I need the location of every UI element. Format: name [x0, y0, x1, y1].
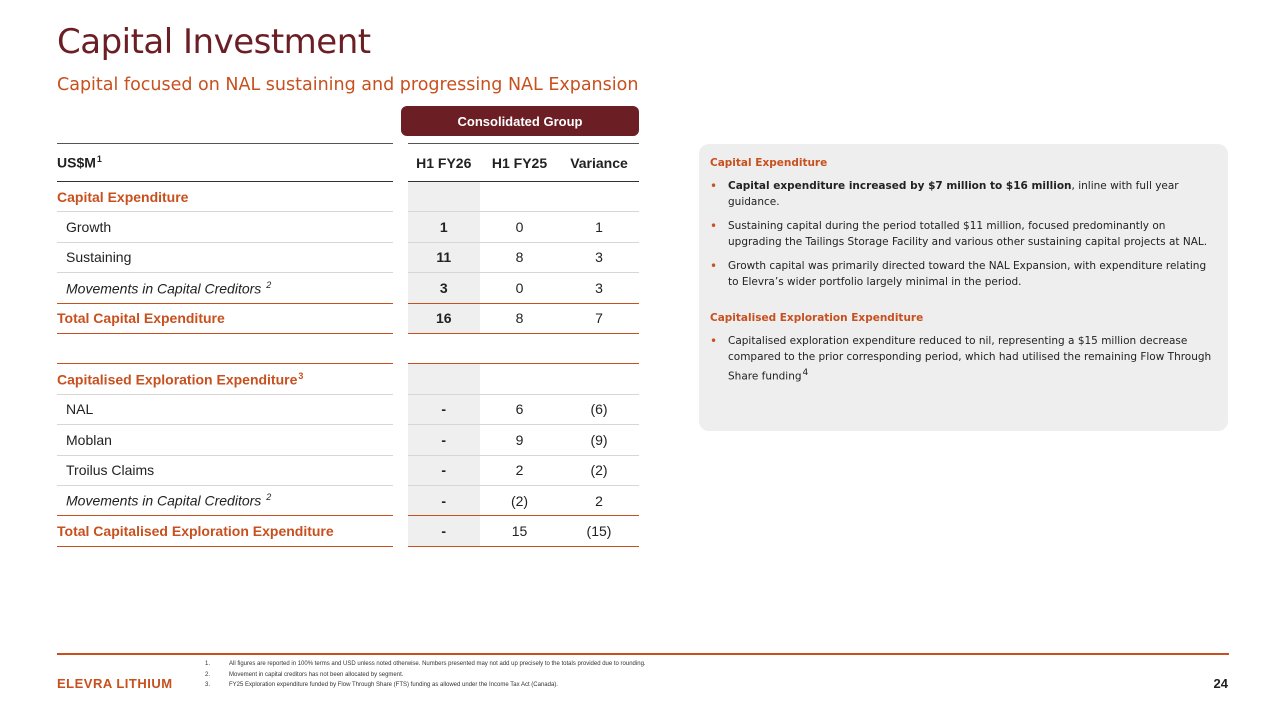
- footnote-item: 2. Movement in capital creditors has not been allocated by segment.: [205, 671, 404, 678]
- cell-h1fy26: 3: [400, 273, 480, 303]
- list-item: • Sustaining capital during the period totalled $11 million, focused predominantly on upgrading the Tailings Storage Facility and various other sustaining capital projects at NAL.: [710, 219, 1208, 248]
- bullet-icon: •: [710, 219, 718, 233]
- row-label: Troilus Claims: [57, 455, 400, 485]
- footnote-ref: 1: [96, 154, 102, 165]
- cell-h1fy25: 0: [480, 273, 559, 303]
- bullet-icon: •: [710, 179, 718, 193]
- cell-h1fy26: -: [400, 516, 480, 546]
- table-row-total-exploration: [57, 516, 639, 546]
- cell-h1fy25: 0: [480, 212, 559, 242]
- cell-variance: [559, 364, 639, 394]
- cell-h1fy25: [480, 364, 559, 394]
- footnote-ref: 2: [266, 279, 272, 290]
- row-label: Moblan: [57, 425, 400, 455]
- cell-h1fy26: 1: [400, 212, 480, 242]
- column-header-variance: Variance: [559, 144, 639, 182]
- row-label: Capital Expenditure: [57, 182, 400, 212]
- cell-h1fy26: [400, 182, 480, 212]
- brand-logo: ELEVRA LITHIUM: [57, 676, 173, 691]
- bullet-icon: •: [710, 334, 718, 348]
- row-label: Capitalised Exploration Expenditure$^3$: [57, 364, 400, 394]
- page-number: 24: [1213, 676, 1228, 691]
- capital-investment-table: [57, 143, 639, 547]
- cell-h1fy26: -: [400, 455, 480, 485]
- table-row-troilus-claims: [57, 455, 639, 485]
- page-title: Capital Investment: [57, 22, 371, 62]
- table-row-spacer: [57, 333, 639, 363]
- row-label: Movements in Capital Creditors $^2$: [57, 273, 400, 303]
- capex-commentary-list: [710, 178, 1217, 290]
- list-item: • Growth capital was primarily directed toward the NAL Expansion, with expenditure relating to Elevra’s wider portfolio largely minimal in the period.: [710, 259, 1207, 288]
- table-row-capex-section: [57, 182, 639, 212]
- capex-commentary-heading: Capital Expenditure: [710, 157, 828, 169]
- footnotes: [205, 659, 646, 691]
- footer-divider: [57, 653, 1229, 655]
- table-row-exploration-creditors: [57, 485, 639, 515]
- row-label: NAL: [57, 394, 400, 424]
- table-row-total-capex: [57, 303, 639, 333]
- list-item: • Capital expenditure increased by $7 million to $16 million, inline with full year guidance.: [710, 179, 1179, 208]
- cell-h1fy26: -: [400, 394, 480, 424]
- footnote-item: 3. FY25 Exploration expenditure funded by Flow Through Share (FTS) funding as allowed under the Income Tax Act (Canada).: [205, 682, 558, 688]
- cell-variance: 7: [559, 303, 639, 333]
- cell-h1fy26: [400, 364, 480, 394]
- cell-variance: 3: [559, 273, 639, 303]
- row-label: Movements in Capital Creditors $^2$: [57, 485, 400, 515]
- table-row-exploration-section: [57, 364, 639, 394]
- cell-h1fy26: -: [400, 425, 480, 455]
- column-header-h1fy26: H1 FY26: [400, 144, 480, 182]
- cell-h1fy25: [480, 333, 559, 363]
- row-label: Growth: [57, 212, 400, 242]
- cell-h1fy26: [400, 333, 480, 363]
- cell-variance: 1: [559, 212, 639, 242]
- cell-h1fy26: 16: [400, 303, 480, 333]
- footnote-ref: 4: [802, 368, 809, 378]
- table-header-row: [57, 144, 639, 182]
- cell-h1fy25: 9: [480, 425, 559, 455]
- table-row-growth: [57, 212, 639, 242]
- row-label: Sustaining: [57, 242, 400, 272]
- cell-h1fy25: (2): [480, 485, 559, 515]
- row-label: [57, 333, 400, 363]
- cell-variance: [559, 182, 639, 212]
- cell-h1fy25: 6: [480, 394, 559, 424]
- page-subtitle: Capital focused on NAL sustaining and progressing NAL Expansion: [57, 75, 639, 95]
- table-row-moblan: [57, 425, 639, 455]
- list-item: • Capitalised exploration expenditure reduced to nil, representing a $15 million decrease compared to the prior corresponding period, which had utilised the remaining Flow Through Share funding4: [710, 334, 1212, 383]
- table-row-sustaining: [57, 242, 639, 272]
- column-header-label: US$M: [57, 154, 96, 171]
- cell-variance: (15): [559, 516, 639, 546]
- cell-h1fy26: 11: [400, 242, 480, 272]
- column-header-usdm: [57, 144, 400, 182]
- bullet-icon: •: [710, 259, 718, 273]
- table-row-nal: [57, 394, 639, 424]
- cell-h1fy25: [480, 182, 559, 212]
- cell-h1fy26: -: [400, 485, 480, 515]
- footnote-ref: 3: [298, 370, 304, 381]
- cell-variance: [559, 333, 639, 363]
- footnote-item: 1. All figures are reported in 100% terms and USD unless noted otherwise. Numbers presented may not add up precisely to the totals provided due to rounding.: [205, 661, 646, 667]
- commentary-panel: [699, 144, 1228, 431]
- cell-h1fy25: 2: [480, 455, 559, 485]
- cell-h1fy25: 15: [480, 516, 559, 546]
- cell-variance: 2: [559, 485, 639, 515]
- cell-variance: 3: [559, 242, 639, 272]
- cell-variance: (2): [559, 455, 639, 485]
- cell-h1fy25: 8: [480, 242, 559, 272]
- cell-variance: (6): [559, 394, 639, 424]
- row-label: Total Capital Expenditure: [57, 303, 400, 333]
- footnote-ref: 2: [266, 492, 272, 503]
- exploration-commentary-list: [710, 333, 1217, 385]
- cell-variance: (9): [559, 425, 639, 455]
- column-header-h1fy25: H1 FY25: [480, 144, 559, 182]
- cell-h1fy25: 8: [480, 303, 559, 333]
- exploration-commentary-heading: Capitalised Exploration Expenditure: [710, 312, 924, 324]
- table-row-capex-creditors: [57, 273, 639, 303]
- consolidated-group-header: Consolidated Group: [401, 106, 639, 136]
- row-label: Total Capitalised Exploration Expenditure: [57, 516, 400, 546]
